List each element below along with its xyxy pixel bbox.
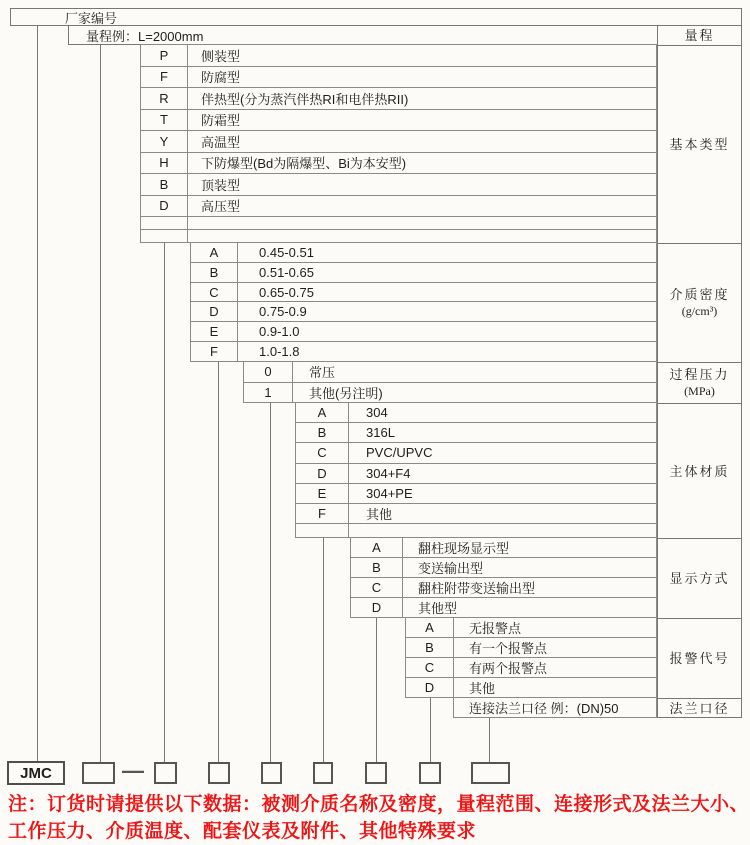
row-desc [188,217,656,229]
row-desc: 0.51-0.65 [259,264,314,280]
row-desc: 下防爆型(Bd为隔爆型、Bi为本安型) [201,156,407,172]
row-desc: 316L [366,425,395,441]
table-row [406,658,656,678]
row-code: P [141,45,188,66]
row-desc: 翻柱附带变送输出型 [418,581,536,596]
row-code: E [296,484,349,503]
section-body-material [295,402,657,538]
table-row [191,263,656,283]
table-row [296,403,656,423]
row-code [141,217,188,229]
table-row [191,322,656,342]
model-code-box-basic-type [154,762,177,784]
row-code: D [351,598,403,617]
row-desc: 顶装型 [201,177,241,193]
table-row-empty [141,217,656,230]
row-code: A [296,403,349,422]
row-code: C [296,443,349,462]
model-prefix-box: JMC [7,761,65,785]
row-desc: 防霜型 [201,113,241,129]
table-row [141,196,656,218]
row-desc: 其他型 [418,601,458,616]
row-code: F [191,342,238,361]
row-code: B [351,558,403,577]
table-row-empty [296,524,656,537]
row-desc: 0.75-0.9 [259,304,307,320]
factory-number-label: 厂家编号 [65,10,118,26]
row-desc: 常压 [309,365,336,381]
factory-number-row [10,8,742,26]
table-row-empty [141,230,656,242]
table-row [191,302,656,322]
table-row [141,45,656,67]
row-code: E [191,322,238,341]
table-row [141,153,656,175]
connector-line-density [218,362,219,762]
row-code: C [191,283,238,302]
table-row [191,243,656,263]
row-desc [188,230,656,242]
connector-line-range [100,45,101,762]
table-row [406,638,656,658]
row-desc: 翻柱现场显示型 [418,541,510,556]
table-row [141,110,656,132]
label-body-material: 主体材质 [658,404,741,539]
row-desc [349,524,656,537]
row-code: D [141,196,188,217]
row-code: H [141,153,188,174]
flange-size-text: 连接法兰口径 例：(DN)50 [469,701,619,716]
model-dash: — [122,758,144,783]
connector-line-pressure [270,403,271,762]
section-display-mode [350,537,657,618]
row-desc: 防腐型 [201,70,241,86]
table-row [351,598,656,617]
row-code: Y [141,131,188,152]
table-row [244,362,656,383]
row-code: A [406,618,454,637]
row-code: B [406,638,454,657]
row-desc: 304+F4 [366,465,411,481]
row-desc: 其他 [469,681,496,696]
row-code [141,230,188,242]
model-code-box-range [82,762,115,784]
row-desc: 变送输出型 [418,561,484,576]
table-row [406,618,656,638]
connector-line-flange [489,718,490,762]
table-row [141,67,656,89]
connector-line-material [323,538,324,762]
row-desc: 304 [366,405,388,421]
flange-size-row [453,697,657,718]
section-label-column [657,25,742,718]
model-code-box-alarm [419,762,441,784]
table-row [244,383,656,403]
connector-line-alarm [430,698,431,762]
row-code: F [141,67,188,88]
section-basic-type [140,44,657,243]
table-row [141,131,656,153]
table-row [141,174,656,196]
row-code: B [141,174,188,195]
label-medium-density: 介质密度 (g/cm³) [658,244,741,363]
row-desc: 0.9-1.0 [259,324,300,340]
table-row [191,342,656,361]
row-code: C [351,578,403,597]
row-code: T [141,110,188,131]
model-code-box-material [313,762,333,784]
row-desc: 304+PE [366,485,413,501]
row-code [296,524,349,537]
section-alarm-code [405,617,657,698]
row-code: 1 [244,383,293,403]
section-medium-density [190,242,657,362]
label-process-pressure: 过程压力 (MPa) [658,363,741,404]
row-code: A [191,243,238,262]
table-row [191,283,656,303]
table-row [296,484,656,504]
row-desc: 0.65-0.75 [259,284,314,300]
label-basic-type: 基本类型 [658,46,741,244]
row-code: D [296,464,349,483]
row-desc: 无报警点 [469,621,522,636]
connector-line-display [376,618,377,762]
range-example-label: 量程例：L=2000mm [86,28,204,44]
model-code-box-display [365,762,387,784]
row-code: 0 [244,362,293,382]
range-example-row [68,25,658,45]
table-row [406,678,656,697]
row-desc: 1.0-1.8 [259,344,300,360]
row-code: D [191,302,238,321]
label-display-mode: 显示方式 [658,539,741,619]
row-code: R [141,88,188,109]
row-code: F [296,504,349,523]
table-row [351,538,656,558]
model-code-box-pressure [261,762,282,784]
row-code: B [191,263,238,282]
row-desc: PVC/UPVC [366,445,433,461]
table-row [351,578,656,598]
order-note: 注：订货时请提供以下数据：被测介质名称及密度，量程范围、连接形式及法兰大小、工作压力、介质温度、配套仪表及附件、其他特殊要求 [8,794,750,842]
row-desc: 高温型 [201,134,241,150]
row-desc: 有两个报警点 [469,661,548,676]
row-code: A [351,538,403,557]
model-code-box-density [208,762,230,784]
table-row [351,558,656,578]
row-desc: 0.45-0.51 [259,244,314,260]
table-row [141,88,656,110]
table-row [296,423,656,443]
row-desc: 伴热型(分为蒸汽伴热RI和电伴热RII) [201,91,409,107]
row-desc: 其他(另注明) [309,385,383,401]
label-alarm-code: 报警代号 [658,619,741,699]
model-code-box-flange [471,762,510,784]
row-desc: 高压型 [201,199,241,215]
row-desc: 有一个报警点 [469,641,548,656]
row-code: B [296,423,349,442]
section-process-pressure [243,361,657,403]
connector-line-factory [37,25,38,761]
row-code: D [406,678,454,697]
row-code: C [406,658,454,677]
table-row [296,464,656,484]
label-range: 量程 [658,26,741,46]
row-desc: 侧装型 [201,48,241,64]
label-flange-size: 法兰口径 [658,699,741,718]
table-row [296,504,656,524]
table-row [296,443,656,463]
row-desc: 其他 [366,507,393,523]
connector-line-basic-type [164,243,165,762]
